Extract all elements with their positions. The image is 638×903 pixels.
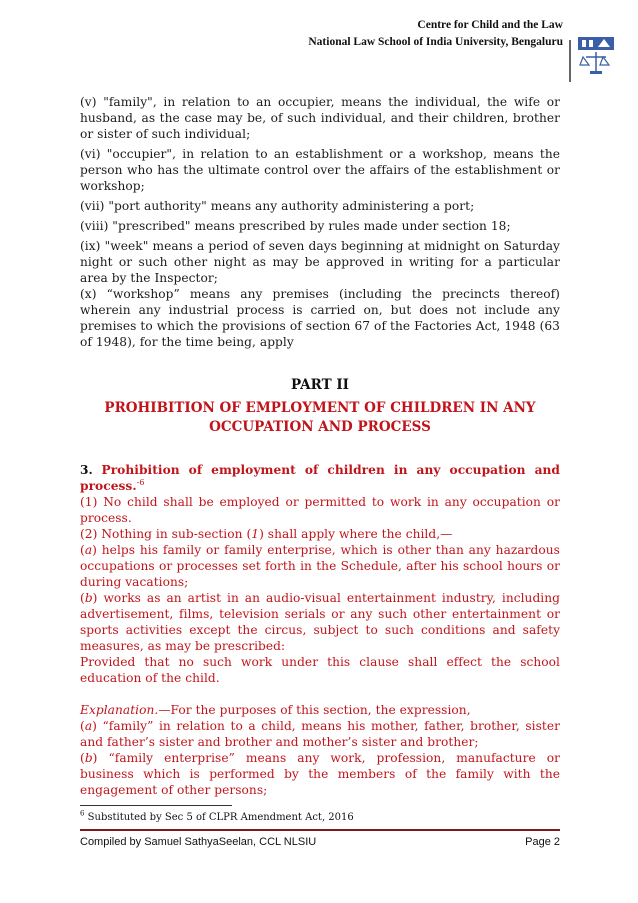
page-header: [308, 17, 563, 51]
section-title: Prohibition of employment of children in any occupation and process.: [80, 463, 560, 493]
subsection-1: (1) No child shall be employed or permitted to work in any occupation or process.: [80, 495, 560, 525]
definition-v: (v) "family", in relation to an occupier, means the individual, the wife or husband, as the case may be, of such individual, and their children, brother or sister of such individual;: [80, 95, 560, 141]
explanation-a: (a) “family” in relation to a child, means his mother, father, brother, sister and father’s sister and brother and mother’s sister and brother;: [80, 719, 560, 749]
clause-a: (a) helps his family or family enterprise, which is other than any hazardous occupations or processes set forth in the Schedule, after his school hours or during vacations;: [80, 543, 560, 589]
part-heading: PART II: [290, 377, 349, 393]
section-number: 3.: [80, 463, 93, 477]
footer-divider: [80, 829, 560, 831]
explanation-b: (b) “family enterprise” means any work, profession, manufacture or business which is performed by the members of the family with the engagement of other persons;: [80, 751, 560, 797]
header-line-2: National Law School of India University, Bengaluru: [308, 36, 563, 48]
footnote-ref: -6: [136, 477, 145, 487]
subsection-2: (2) Nothing in sub-section (1) shall apply where the child,—: [80, 527, 453, 541]
footnote-text: Substituted by Sec 5 of CLPR Amendment Act, 2016: [84, 812, 354, 823]
footnote: [80, 809, 354, 823]
section-3-block: [80, 462, 560, 798]
definition-x: (x) “workshop” means any premises (including the precincts thereof) wherein any industrial process is carried on, but does not include any premises to which the provisions of section 67 of the Factories Act, 1948 (63 of 1948), for the time being, apply: [80, 287, 560, 349]
page-number: Page 2: [525, 836, 560, 848]
footnote-mark: 6: [80, 809, 85, 818]
part-title: PROHIBITION OF EMPLOYMENT OF CHILDREN IN ANY OCCUPATION AND PROCESS: [104, 400, 536, 435]
section-3-heading: [80, 462, 560, 494]
clause-b: (b) works as an artist in an audio-visual entertainment industry, including advertisement, films, television serials or any such other entertainment or sports activities except the circus, subject to such conditions and safety measures, as may be prescribed:: [80, 591, 560, 653]
definitions-block: [80, 94, 560, 354]
proviso: Provided that no such work under this clause shall effect the school education of the child.: [80, 655, 560, 685]
footer-compiled-by: Compiled by Samuel SathyaSeelan, CCL NLSIU: [80, 836, 317, 848]
explanation: Explanation.—For the purposes of this section, the expression,: [80, 703, 471, 717]
definition-viii: (viii) "prescribed" means prescribed by rules made under section 18;: [80, 219, 511, 233]
definition-ix: (ix) "week" means a period of seven days beginning at midnight on Saturday night or such other night as may be approved in writing for a particular area by the Inspector;: [80, 239, 560, 285]
definition-vii: (vii) "port authority" means any authority administering a port;: [80, 199, 475, 213]
header-line-1: Centre for Child and the Law: [417, 19, 563, 31]
definition-vi: (vi) "occupier", in relation to an establishment or a workshop, means the person who has the ultimate control over the affairs of the establishment or workshop;: [80, 147, 560, 193]
footnote-divider: [80, 805, 232, 806]
nlsiu-crest-icon: [576, 35, 616, 79]
header-divider: [569, 40, 571, 82]
